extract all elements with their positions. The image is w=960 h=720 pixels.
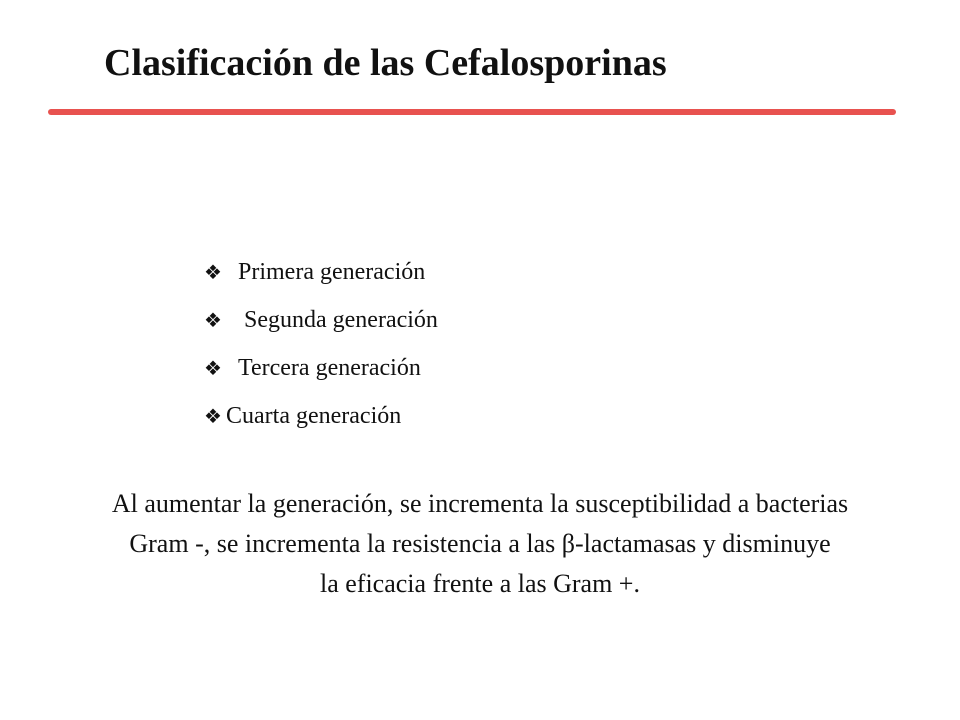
list-item — [204, 296, 438, 344]
paragraph-line: Al aumentar la generación, se incrementa la susceptibilidad a bacterias — [111, 489, 849, 518]
list-item-label: Segunda generación — [244, 307, 438, 333]
list-item-label: Tercera generación — [238, 355, 421, 381]
list-item — [204, 344, 438, 392]
generation-list — [204, 248, 438, 440]
diamond-cluster-icon: ❖ — [204, 406, 222, 428]
paragraph-line: Gram -, se incrementa la resistencia a las β-lactamasas y disminuye — [129, 529, 831, 558]
list-item — [204, 392, 438, 440]
title-underline — [48, 109, 896, 115]
diamond-cluster-icon: ❖ — [204, 310, 222, 332]
list-item-label: Primera generación — [238, 259, 426, 285]
diamond-cluster-icon: ❖ — [204, 262, 222, 284]
list-item — [204, 248, 438, 296]
list-item-label: Cuarta generación — [226, 403, 402, 429]
diamond-cluster-icon: ❖ — [204, 358, 222, 380]
slide-title: Clasificación de las Cefalosporinas — [104, 42, 667, 84]
paragraph-line: la eficacia frente a las Gram +. — [320, 569, 640, 598]
summary-paragraph — [0, 484, 960, 604]
